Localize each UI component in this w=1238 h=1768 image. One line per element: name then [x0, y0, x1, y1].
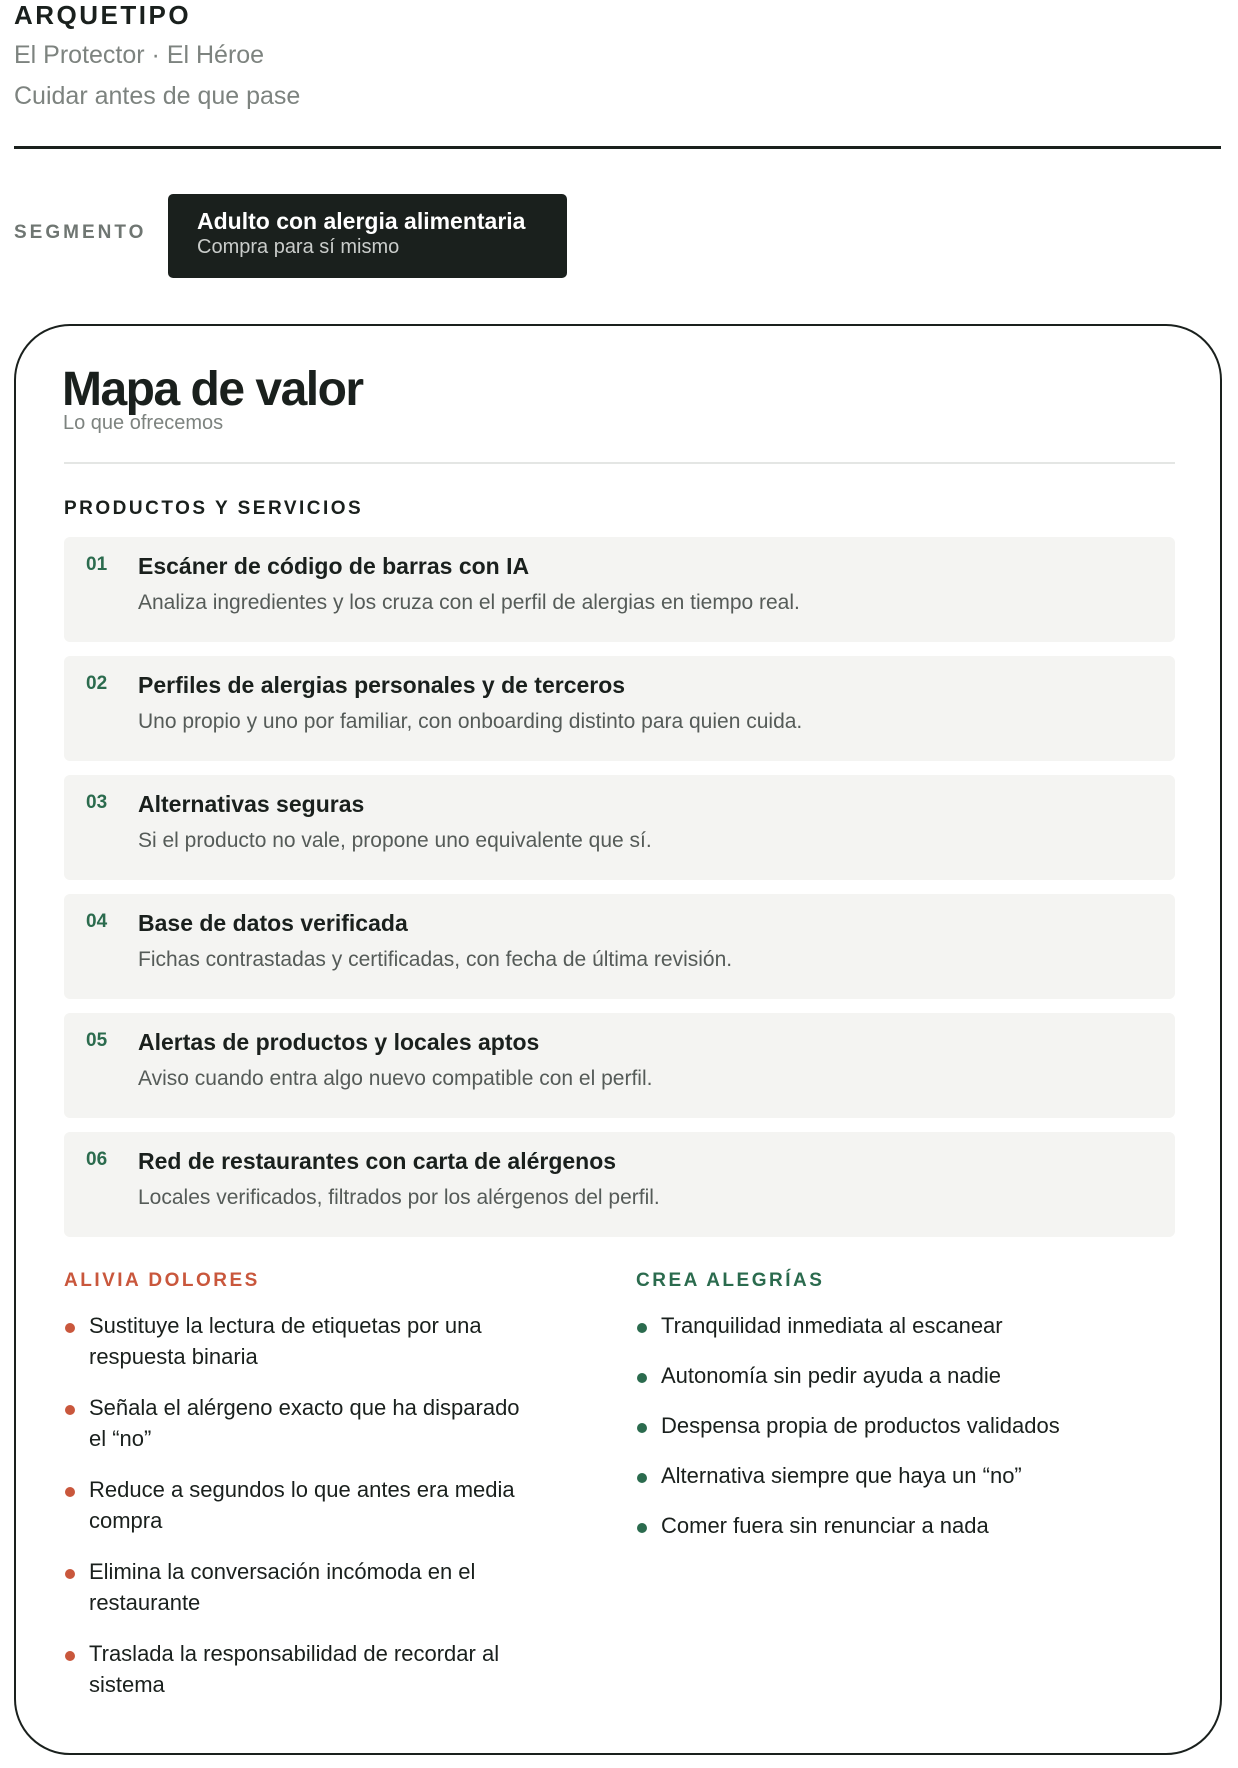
value-map-subtitle: Lo que ofrecemos	[63, 412, 224, 434]
segment-label: SEGMENTO	[14, 222, 147, 243]
archetype-label: ARQUETIPO	[14, 0, 192, 30]
list-item	[64, 1556, 539, 1618]
pain-relievers-label: ALIVIA DOLORES	[64, 1270, 260, 1291]
product-title: Base de datos verificada	[138, 910, 408, 936]
value-map-title: Mapa de valor	[62, 363, 363, 416]
pain-reliever-text: Elimina la conversación incómoda en el restaurante	[89, 1559, 476, 1615]
gain-creators-list	[636, 1310, 1116, 1541]
list-item	[64, 1310, 539, 1372]
list-item	[64, 1474, 539, 1536]
product-title: Escáner de código de barras con IA	[138, 553, 530, 579]
product-item	[64, 537, 1175, 642]
segment-title: Adulto con alergia alimentaria	[197, 208, 526, 234]
gain-creator-text: Alternativa siempre que haya un “no”	[661, 1463, 1022, 1488]
products-list	[64, 537, 1175, 1251]
products-section-label: PRODUCTOS Y SERVICIOS	[64, 498, 364, 519]
bullet-dot-icon	[65, 1569, 75, 1579]
product-description: Si el producto no vale, propone uno equivalente que sí.	[138, 829, 652, 852]
list-item	[64, 1638, 539, 1700]
product-description: Fichas contrastadas y certificadas, con fecha de última revisión.	[138, 948, 733, 971]
product-description: Uno propio y uno por familiar, con onboarding distinto para quien cuida.	[138, 710, 803, 733]
product-number: 04	[86, 911, 108, 932]
product-number: 01	[86, 554, 108, 575]
pain-reliever-text: Reduce a segundos lo que antes era media compra	[89, 1477, 515, 1533]
product-description: Aviso cuando entra algo nuevo compatible con el perfil.	[138, 1067, 653, 1090]
gain-creator-text: Comer fuera sin renunciar a nada	[661, 1513, 989, 1538]
bullet-dot-icon	[637, 1523, 647, 1533]
header-divider	[14, 146, 1221, 149]
segment-subtitle: Compra para sí mismo	[197, 236, 400, 258]
value-map-card	[14, 324, 1222, 1755]
product-number: 02	[86, 673, 108, 694]
segment-badge	[168, 194, 567, 278]
pain-reliever-text: Traslada la responsabilidad de recordar al sistema	[89, 1641, 500, 1697]
pain-reliever-text: Sustituye la lectura de etiquetas por una respuesta binaria	[89, 1313, 482, 1369]
gain-creators-label: CREA ALEGRÍAS	[636, 1270, 825, 1291]
bullet-dot-icon	[637, 1423, 647, 1433]
bullet-dot-icon	[65, 1651, 75, 1661]
product-title: Perfiles de alergias personales y de terceros	[138, 672, 626, 698]
product-number: 03	[86, 792, 108, 813]
bullet-dot-icon	[65, 1405, 75, 1415]
product-description: Analiza ingredientes y los cruza con el perfil de alergias en tiempo real.	[138, 591, 800, 614]
archetype-header	[14, 0, 300, 111]
list-item	[64, 1392, 539, 1454]
product-item	[64, 775, 1175, 880]
product-item	[64, 894, 1175, 999]
bullet-dot-icon	[637, 1373, 647, 1383]
product-item	[64, 1132, 1175, 1237]
value-map-divider	[64, 462, 1175, 464]
product-number: 06	[86, 1149, 108, 1170]
list-item	[636, 1460, 1116, 1491]
product-title: Red de restaurantes con carta de alérgenos	[138, 1148, 617, 1174]
product-item	[64, 656, 1175, 761]
list-item	[636, 1510, 1116, 1541]
product-title: Alertas de productos y locales aptos	[138, 1029, 540, 1055]
archetype-motto: Cuidar antes de que pase	[14, 82, 301, 110]
list-item	[636, 1410, 1116, 1441]
archetype-roles: El Protector · El Héroe	[14, 41, 265, 69]
pain-relievers-column	[64, 1270, 544, 1720]
bullet-dot-icon	[65, 1487, 75, 1497]
product-description: Locales verificados, filtrados por los alérgenos del perfil.	[138, 1186, 660, 1209]
product-number: 05	[86, 1030, 108, 1051]
gain-creators-column	[636, 1270, 1116, 1560]
pain-relievers-list	[64, 1310, 544, 1700]
bullet-dot-icon	[637, 1473, 647, 1483]
bullet-dot-icon	[65, 1323, 75, 1333]
product-title: Alternativas seguras	[138, 791, 365, 817]
gain-creator-text: Autonomía sin pedir ayuda a nadie	[661, 1363, 1002, 1388]
pain-reliever-text: Señala el alérgeno exacto que ha disparado el “no”	[89, 1395, 520, 1451]
product-item	[64, 1013, 1175, 1118]
gain-creator-text: Despensa propia de productos validados	[661, 1413, 1060, 1438]
gain-creator-text: Tranquilidad inmediata al escanear	[661, 1313, 1003, 1338]
bullet-dot-icon	[637, 1323, 647, 1333]
list-item	[636, 1360, 1116, 1391]
list-item	[636, 1310, 1116, 1341]
